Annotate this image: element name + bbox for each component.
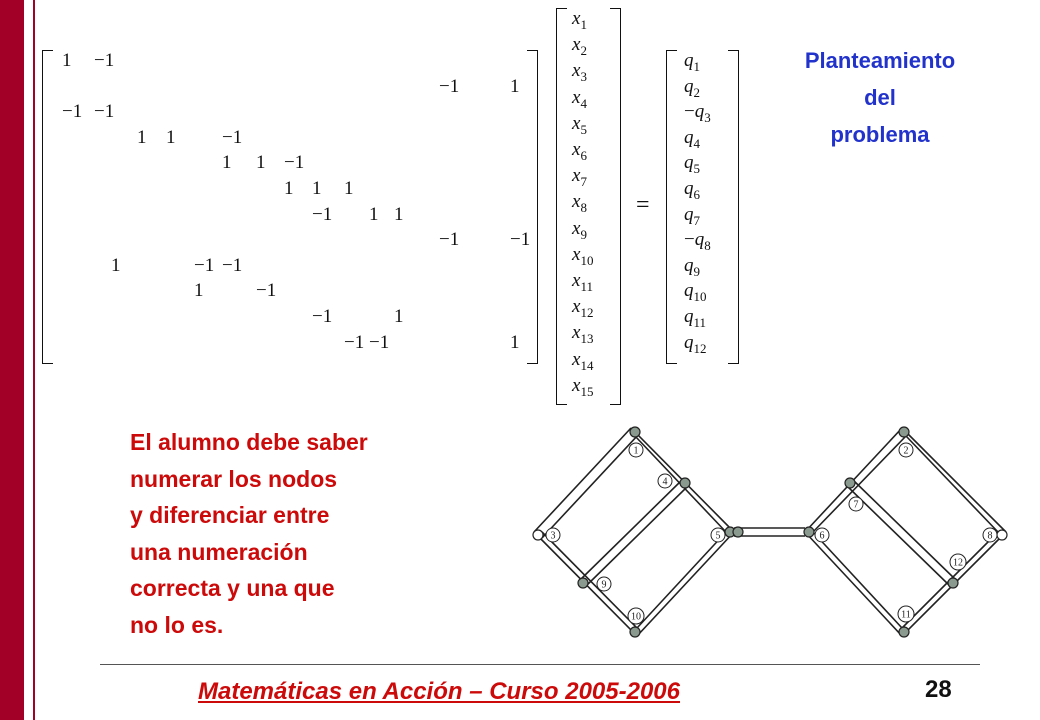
svg-text:10: 10 xyxy=(631,611,641,623)
page-number: 28 xyxy=(925,676,952,703)
matrix-entry: −1 xyxy=(284,152,305,174)
note-text xyxy=(130,424,368,643)
node-label-1 xyxy=(629,443,643,457)
footer-text: Matemáticas en Acción – Curso 2005-2006 xyxy=(198,678,681,705)
note-line: y diferenciar entre xyxy=(130,502,330,528)
node-marker xyxy=(630,427,640,437)
x-entry: $x_3$ xyxy=(572,60,587,85)
q-entry: $q_{11}$ xyxy=(684,306,707,330)
node-marker xyxy=(578,578,588,588)
matrix-entry: 1 xyxy=(394,203,404,225)
q-entry: $-q_3$ xyxy=(684,101,711,125)
x-entry: $x_{15}$ xyxy=(572,374,594,399)
x-vector-left-bracket xyxy=(556,8,567,405)
matrix-entry: 1 xyxy=(194,280,204,302)
matrix-entry: −1 xyxy=(62,101,83,123)
matrix-entry: 1 xyxy=(284,178,294,199)
matrix-entry: 1 xyxy=(166,126,176,148)
svg-text:8: 8 xyxy=(987,530,993,542)
q-entry: $q_5$ xyxy=(684,152,700,177)
matrix-entry: −1 xyxy=(510,229,531,251)
matrix-entry: −1 xyxy=(222,254,243,276)
node-label-2 xyxy=(899,443,913,457)
node-label-3 xyxy=(546,528,560,542)
matrix-entry: −1 xyxy=(256,280,277,302)
matrix-entry: 1 xyxy=(256,152,266,174)
matrix-entry: −1 xyxy=(369,331,390,353)
node-marker xyxy=(899,627,909,637)
sidebar-line xyxy=(33,0,35,720)
x-entry: $x_1$ xyxy=(572,8,587,32)
node-label-5 xyxy=(711,528,725,542)
matrix-entry: 1 xyxy=(62,50,72,71)
matrix-entry: −1 xyxy=(222,126,243,148)
q-vector-left-bracket xyxy=(666,50,677,364)
node-marker xyxy=(845,478,855,488)
equals-sign: = xyxy=(636,192,650,218)
svg-text:12: 12 xyxy=(953,557,963,569)
node-markers xyxy=(533,427,1007,637)
matrix-entry: 1 xyxy=(137,126,147,148)
matrix-entry: −1 xyxy=(94,101,115,123)
note-line: El alumno debe saber xyxy=(130,429,368,455)
title-line: del xyxy=(864,85,896,110)
svg-text:11: 11 xyxy=(901,609,911,621)
slide-title xyxy=(770,42,990,153)
node-label-4 xyxy=(658,474,672,488)
matrix-entry: 1 xyxy=(510,75,520,97)
svg-text:4: 4 xyxy=(662,476,668,488)
x-entry: $x_{11}$ xyxy=(572,270,593,294)
matrix-entry: 1 xyxy=(222,152,232,174)
svg-text:9: 9 xyxy=(601,579,607,591)
node-label-9 xyxy=(597,577,611,591)
node-marker xyxy=(733,527,743,537)
node-marker xyxy=(680,478,690,488)
q-entry: $q_7$ xyxy=(684,203,700,228)
matrix-entry: −1 xyxy=(439,229,460,251)
x-entry: $x_5$ xyxy=(572,112,587,137)
q-entry: $q_1$ xyxy=(684,50,700,74)
node-label-11 xyxy=(898,606,914,622)
title-line: problema xyxy=(830,122,930,147)
matrix-entry: −1 xyxy=(194,254,215,276)
q-entry: $q_{12}$ xyxy=(684,331,707,356)
svg-text:6: 6 xyxy=(819,530,825,542)
node-label-7 xyxy=(849,497,863,511)
node-label-12 xyxy=(950,554,966,570)
x-entry: $x_8$ xyxy=(572,191,587,216)
node-label-6 xyxy=(815,528,829,542)
matrix-entry: −1 xyxy=(344,331,365,353)
svg-text:3: 3 xyxy=(550,530,556,542)
matrix-right-bracket xyxy=(527,50,538,364)
note-line: numerar los nodos xyxy=(130,465,338,492)
q-entry: $q_2$ xyxy=(684,75,700,100)
node-marker xyxy=(630,627,640,637)
node-marker xyxy=(948,578,958,588)
x-entry: $x_9$ xyxy=(572,217,587,242)
node-marker xyxy=(804,527,814,537)
q-vector-right-bracket xyxy=(728,50,739,364)
sidebar-bar xyxy=(0,0,24,720)
x-entry: $x_2$ xyxy=(572,34,587,58)
matrix-entry: −1 xyxy=(94,50,115,71)
node-marker xyxy=(997,530,1007,540)
x-entry: $x_6$ xyxy=(572,139,587,163)
matrix-entry: 1 xyxy=(510,331,520,353)
x-entry: $x_4$ xyxy=(572,86,587,111)
footer-rule xyxy=(100,664,980,665)
q-entry: $q_6$ xyxy=(684,178,700,202)
matrix-entry: 1 xyxy=(312,178,322,199)
x-entry: $x_{13}$ xyxy=(572,322,594,347)
note-line: no lo es. xyxy=(130,611,224,638)
x-entry: $x_{12}$ xyxy=(572,296,594,320)
matrix-left-bracket xyxy=(42,50,53,364)
matrix-entry: −1 xyxy=(312,306,333,327)
matrix-entry: −1 xyxy=(439,75,460,97)
q-entry: $q_9$ xyxy=(684,254,700,279)
matrix-entry: 1 xyxy=(394,306,404,327)
x-vector-right-bracket xyxy=(610,8,621,405)
title-line: Planteamiento xyxy=(804,48,956,73)
matrix-entry: 1 xyxy=(111,254,121,276)
matrix-entry: 1 xyxy=(369,203,379,225)
svg-text:7: 7 xyxy=(853,499,859,511)
svg-text:5: 5 xyxy=(715,530,721,542)
x-entry: $x_{10}$ xyxy=(572,243,594,268)
matrix-entry: 1 xyxy=(344,178,354,199)
note-line: correcta y una que xyxy=(130,575,335,601)
node-marker xyxy=(533,530,543,540)
q-entry: $-q_8$ xyxy=(684,229,711,253)
note-line: una numeración xyxy=(130,538,308,565)
node-label-8 xyxy=(983,528,997,542)
pipe-network-diagram xyxy=(520,420,1020,650)
svg-text:2: 2 xyxy=(903,445,909,457)
x-entry: $x_7$ xyxy=(572,165,587,189)
matrix-entry: −1 xyxy=(312,203,333,225)
svg-text:1: 1 xyxy=(633,445,639,457)
node-label-10 xyxy=(628,608,644,624)
q-entry: $q_4$ xyxy=(684,126,700,151)
node-marker xyxy=(899,427,909,437)
q-entry: $q_{10}$ xyxy=(684,280,707,305)
x-entry: $x_{14}$ xyxy=(572,348,594,373)
